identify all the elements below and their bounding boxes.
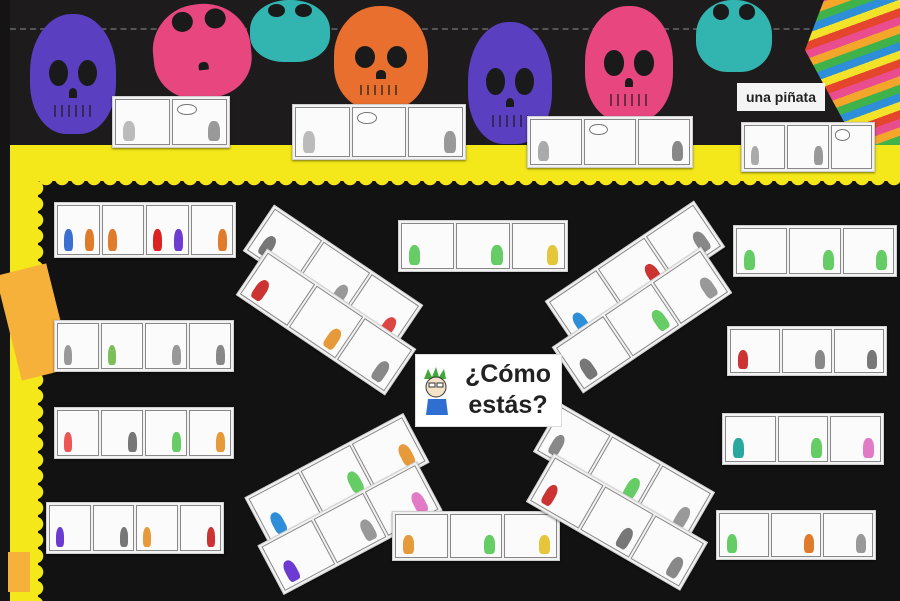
title-text	[458, 359, 558, 421]
comic-strip	[527, 116, 693, 168]
cartoon-man-icon	[420, 367, 454, 415]
skull-teal-2	[696, 0, 772, 72]
skull-pink-2	[585, 6, 673, 122]
comic-strip	[733, 225, 897, 277]
orange-note-bottom	[8, 552, 30, 592]
comic-strip	[54, 202, 236, 258]
comic-strip	[741, 122, 875, 172]
comic-strip	[292, 104, 466, 160]
skull-purple-1	[30, 14, 116, 134]
comic-strip	[392, 511, 560, 561]
title-card	[415, 354, 562, 427]
comic-strip	[722, 413, 884, 465]
skull-orange	[334, 6, 428, 110]
title-line-2: estás?	[468, 391, 548, 419]
comic-strip	[54, 320, 234, 372]
comic-strip	[727, 326, 887, 376]
comic-strip	[112, 96, 230, 148]
comic-strip	[54, 407, 234, 459]
skull-teal-1	[250, 0, 330, 62]
comic-strip	[716, 510, 876, 560]
pinata-label: una piñata	[737, 83, 825, 111]
yellow-scallop-top	[38, 178, 900, 192]
title-line-1: ¿Cómo	[464, 360, 552, 388]
comic-strip	[46, 502, 224, 554]
comic-strip	[398, 220, 568, 272]
